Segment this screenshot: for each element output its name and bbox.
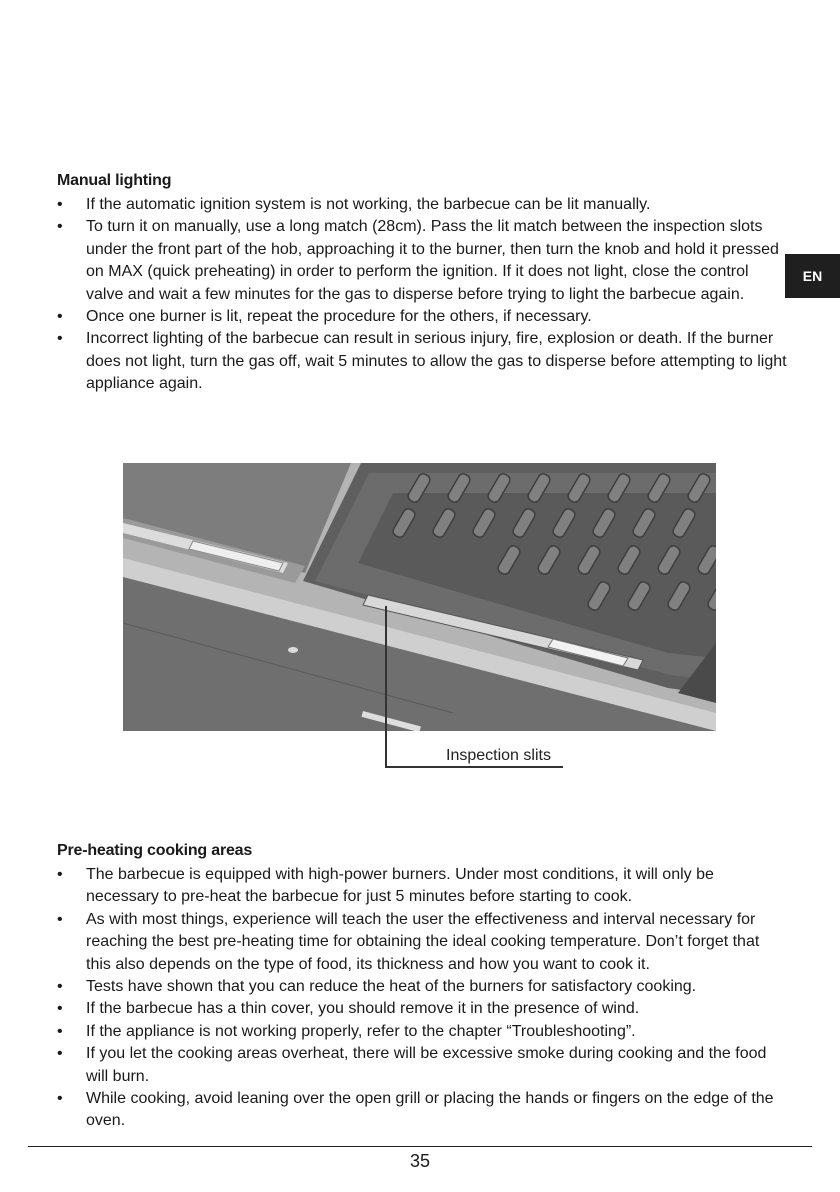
list-item xyxy=(57,864,787,909)
list-item-text: If the automatic ignition system is not working, the barbecue can be lit manually. xyxy=(86,196,651,213)
barbecue-grill-illustration xyxy=(123,463,716,731)
language-tab-label: EN xyxy=(802,268,823,284)
preheating-section xyxy=(57,841,787,1133)
list-item xyxy=(57,1021,787,1043)
callout-line-vertical xyxy=(385,606,387,767)
list-item-text: The barbecue is equipped with high-power burners. Under most conditions, it will only be necessary to pre-heat the barbecue for just 5 minutes before starting to cook. xyxy=(86,866,714,906)
list-item-text: As with most things, experience will teach the user the effectiveness and interval necessary for reaching the best pre-heating time for obtaining the ideal cooking temperature. Don’t forget that this also depends on the type of food, its thickness and how you want to cook it. xyxy=(86,910,760,973)
list-item xyxy=(57,328,787,395)
bullet-icon: • xyxy=(57,910,63,928)
preheating-list xyxy=(57,864,787,1133)
manual-lighting-list xyxy=(57,194,787,396)
bullet-icon: • xyxy=(57,196,63,213)
bullet-icon: • xyxy=(57,1090,63,1108)
list-item-text: If the appliance is not working properly, refer to the chapter “Troubleshooting”. xyxy=(86,1022,636,1040)
manual-lighting-section xyxy=(57,171,787,396)
page-number: 35 xyxy=(409,1151,431,1171)
bullet-icon: • xyxy=(57,866,63,883)
inspection-slits-label: Inspection slits xyxy=(446,747,551,764)
bullet-icon: • xyxy=(57,308,63,326)
manual-lighting-heading: Manual lighting xyxy=(57,172,172,189)
list-item xyxy=(57,976,787,998)
list-item xyxy=(57,1043,787,1088)
bullet-icon: • xyxy=(57,978,63,996)
list-item xyxy=(57,998,787,1020)
list-item xyxy=(57,216,787,306)
list-item-text: Incorrect lighting of the barbecue can result in serious injury, fire, explosion or death. If the burner does not light, turn the gas off, wait 5 minutes to allow the gas to disperse before attempting to light appliance again. xyxy=(86,330,787,393)
bullet-icon: • xyxy=(57,1000,63,1018)
footer-divider xyxy=(28,1146,812,1147)
list-item xyxy=(57,306,787,328)
language-tab xyxy=(785,254,840,298)
list-item-text: While cooking, avoid leaning over the open grill or placing the hands or fingers on the edge of the oven. xyxy=(86,1090,774,1130)
preheating-heading: Pre-heating cooking areas xyxy=(57,842,253,859)
list-item xyxy=(57,909,787,976)
grill-drawing xyxy=(123,463,716,731)
list-item-text: If the barbecue has a thin cover, you should remove it in the presence of wind. xyxy=(86,1000,640,1018)
list-item-text: Tests have shown that you can reduce the heat of the burners for satisfactory cooking. xyxy=(86,978,697,996)
callout-line-horizontal xyxy=(385,766,563,768)
list-item-text: To turn it on manually, use a long match (28cm). Pass the lit match between the inspection slots under the front part of the hob, approaching it to the burner, then turn the knob and hold it pressed on MAX (quick preheating) in order to perform the ignition. If it does not light, close the control valve and wait a few minutes for the gas to disperse before trying to light the barbecue again. xyxy=(86,218,779,303)
bullet-icon: • xyxy=(57,330,63,348)
bullet-icon: • xyxy=(57,1045,63,1063)
list-item-text: Once one burner is lit, repeat the procedure for the others, if necessary. xyxy=(86,308,592,326)
list-item-text: If you let the cooking areas overheat, there will be excessive smoke during cooking and the food will burn. xyxy=(86,1045,767,1085)
list-item xyxy=(57,1088,787,1133)
bullet-icon: • xyxy=(57,1022,63,1040)
bullet-icon: • xyxy=(57,218,63,236)
list-item xyxy=(57,194,787,216)
